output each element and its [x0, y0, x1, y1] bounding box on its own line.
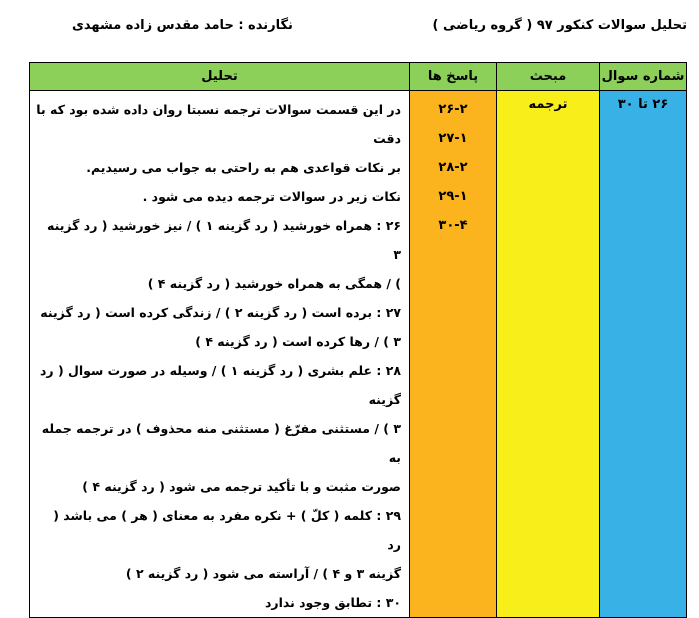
answers-cell: [410, 91, 497, 618]
author-credit: نگارنده : حامد مقدس زاده مشهدی: [72, 18, 293, 33]
analysis-line: در این قسمت سوالات ترجمه نسبتا روان داده شده بود که با دقت: [36, 102, 401, 146]
analysis-line: گزینه ۳ و ۴ ) / آراسته می شود ( رد گزینه ۲ ): [125, 566, 401, 581]
analysis-line: ۳ ) / رها کرده است ( رد گزینه ۴ ): [195, 334, 401, 349]
column-header-topic: مبحث: [497, 63, 600, 91]
answer-item: ۲۹-۱: [438, 189, 468, 204]
column-header-question-number: شماره سوال: [600, 63, 687, 91]
analysis-line: صورت مثبت و با تأکید ترجمه می شود ( رد گزینه ۴ ): [82, 479, 401, 494]
analysis-table: [29, 62, 687, 618]
analysis-line: ۳ ) / مستثنی مفرّغ ( مستثنی منه محذوف ) در ترجمه جمله به: [41, 421, 401, 465]
analysis-line: ۲۹ : کلمه ( کلّ ) + نکره مفرد به معنای ( هر ) می باشد ( رد: [53, 508, 401, 552]
analysis-line: ۳۰ : تطابق وجود ندارد: [264, 595, 401, 610]
analysis-line: ۲۷ : برده است ( رد گزینه ۲ ) / زندگی کرده است ( رد گزینه: [40, 305, 401, 320]
column-header-analysis: تحلیل: [30, 63, 410, 91]
analysis-line: نکات زیر در سوالات ترجمه دیده می شود .: [142, 189, 401, 204]
document-title: تحلیل سوالات کنکور ۹۷ ( گروه ریاضی ): [432, 18, 687, 33]
topic-cell: ترجمه: [497, 91, 600, 618]
analysis-text: [30, 91, 409, 617]
page-header: [0, 0, 699, 62]
answer-item: ۲۷-۱: [438, 131, 468, 146]
analysis-line: ۲۶ : همراه خورشید ( رد گزینه ۱ ) / نیز خورشید ( رد گزینه ۳: [47, 218, 401, 262]
analysis-line: ) / همگی به همراه خورشید ( رد گزینه ۴ ): [147, 276, 401, 291]
table-row: [30, 91, 687, 618]
table-header-row: [30, 63, 687, 91]
answer-item: ۲۸-۲: [438, 160, 468, 175]
answers-list: [410, 91, 496, 240]
question-number-cell: ۲۶ تا ۳۰: [600, 91, 687, 618]
analysis-line: بر نکات قواعدی هم به راحتی به جواب می رسیدیم.: [86, 160, 401, 175]
column-header-answers: پاسخ ها: [410, 63, 497, 91]
analysis-cell: [30, 91, 410, 618]
answer-item: ۲۶-۲: [438, 102, 468, 117]
answer-item: ۳۰-۴: [438, 218, 468, 233]
analysis-line: ۲۸ : علم بشری ( رد گزینه ۱ ) / وسیله در صورت سوال ( رد گزینه: [39, 363, 401, 407]
